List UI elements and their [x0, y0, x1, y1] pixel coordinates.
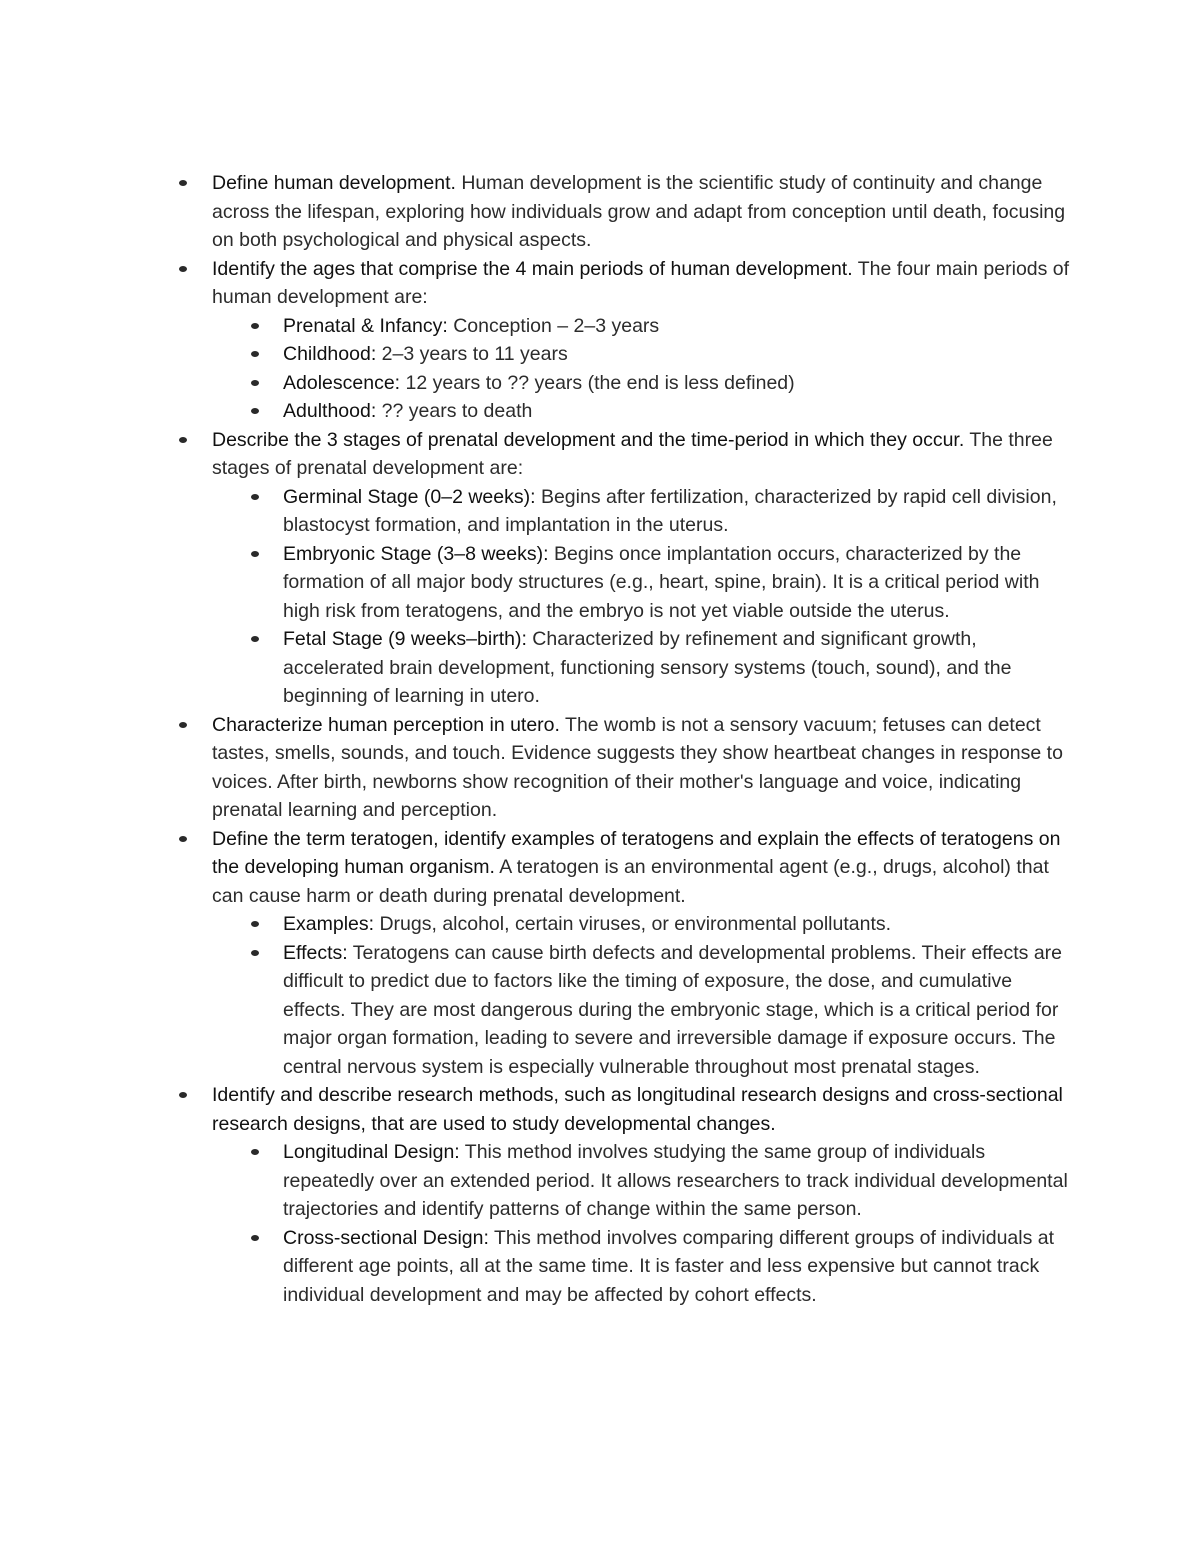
sub-list-item	[283, 369, 1073, 398]
list-item	[212, 711, 1072, 825]
bullet-icon	[251, 351, 259, 357]
sub-list-item	[283, 910, 1073, 939]
bullet-icon	[179, 266, 187, 272]
bullet-icon	[179, 180, 187, 186]
sub-description: Drugs, alcohol, certain viruses, or environmental pollutants.	[379, 913, 892, 935]
sub-list-item	[283, 625, 1073, 711]
sub-description: 12 years to ?? years (the end is less defined)	[405, 371, 795, 394]
list-item	[212, 169, 1072, 255]
question-text: Define the term teratogen, identify examples of teratogens and explain the effects of teratogens on the developing human organism.	[212, 827, 1061, 878]
answer-text: The four main periods of human development are:	[212, 257, 1070, 308]
sub-description: Teratogens can cause birth defects and developmental problems. Their effects are difficult to predict due to factors like the timing of exposure, the dose, and cumulative effects. They are most dangerous during the embryonic stage, which is a critical period for major organ formation, leading to severe and irreversible damage if exposure occurs. The central nervous system is especially vulnerable throughout most prenatal stages.	[283, 941, 1063, 1078]
sub-description: 2–3 years to 11 years	[381, 343, 568, 365]
question-text: Characterize human perception in utero.	[212, 713, 560, 736]
sub-list-item	[283, 540, 1073, 626]
sub-list	[283, 1138, 1073, 1309]
sub-term: Adolescence:	[283, 371, 401, 394]
sub-list-item	[283, 312, 1073, 341]
bullet-icon	[251, 636, 259, 642]
answer-text: The three stages of prenatal development are:	[212, 428, 1053, 479]
study-guide-content	[212, 169, 1072, 1309]
sub-description: Begins after fertilization, characterized by rapid cell division, blastocyst formation, and implantation in the uterus.	[283, 485, 1057, 536]
answer-text: The womb is not a sensory vacuum; fetuses can detect tastes, smells, sounds, and touch. Evidence suggests they show heartbeat changes in response to voices. After birth, newborns show recognition of their mother's language and voice, indicating prenatal learning and perception.	[212, 713, 1063, 821]
list-item	[212, 426, 1072, 711]
bullet-icon	[251, 1149, 259, 1155]
bullet-icon	[179, 1092, 187, 1098]
bullet-icon	[179, 836, 187, 842]
sub-term: Childhood:	[283, 343, 377, 365]
bullet-icon	[251, 380, 259, 386]
bullet-icon	[179, 437, 187, 443]
bullet-icon	[251, 1235, 259, 1241]
sub-list	[283, 483, 1073, 711]
sub-description: This method involves comparing different groups of individuals at different age points, all at the same time. It is faster and less expensive but cannot track individual development and may be affected by cohort effects.	[283, 1226, 1055, 1306]
bullet-icon	[179, 722, 187, 728]
bullet-icon	[251, 950, 259, 956]
sub-description: ?? years to death	[381, 400, 533, 422]
question-text: Describe the 3 stages of prenatal development and the time-period in which they occur.	[212, 428, 965, 451]
question-text: Identify the ages that comprise the 4 main periods of human development.	[212, 257, 853, 280]
bullet-icon	[251, 494, 259, 500]
bullet-icon	[251, 323, 259, 329]
bullet-icon	[251, 551, 259, 557]
sub-description: Begins once implantation occurs, characterized by the formation of all major body structures (e.g., heart, spine, brain). It is a critical period with high risk from teratogens, and the embryo is not yet viable outside the uterus.	[283, 542, 1040, 622]
list-item	[212, 1081, 1072, 1309]
sub-term: Germinal Stage (0–2 weeks):	[283, 485, 536, 508]
bullet-icon	[251, 921, 259, 927]
sub-list-item	[283, 1138, 1073, 1224]
answer-text: Human development is the scientific study of continuity and change across the lifespan, exploring how individuals grow and adapt from conception until death, focusing on both psychological and physical aspects.	[212, 172, 1066, 251]
question-text: Define human development.	[212, 172, 456, 194]
list-item	[212, 255, 1072, 426]
sub-term: Cross-sectional Design:	[283, 1226, 489, 1249]
sub-description: Conception – 2–3 years	[453, 314, 660, 337]
sub-description: This method involves studying the same group of individuals repeatedly over an extended period. It allows researchers to track individual developmental trajectories and identify patterns of change within the same person.	[283, 1141, 1068, 1220]
sub-term: Adulthood:	[283, 400, 377, 422]
sub-list-item	[283, 340, 1073, 369]
sub-term: Prenatal & Infancy:	[283, 314, 448, 337]
sub-list-item	[283, 939, 1073, 1082]
sub-list-item	[283, 397, 1073, 426]
sub-term: Embryonic Stage (3–8 weeks):	[283, 542, 549, 565]
sub-term: Longitudinal Design:	[283, 1141, 460, 1163]
list-item	[212, 825, 1072, 1082]
sub-term: Fetal Stage (9 weeks–birth):	[283, 628, 527, 650]
answer-text: A teratogen is an environmental agent (e.g., drugs, alcohol) that can cause harm or death during prenatal development.	[212, 856, 1049, 907]
sub-term: Effects:	[283, 941, 348, 964]
study-guide-list	[212, 169, 1072, 1309]
sub-list-item	[283, 483, 1073, 540]
sub-list-item	[283, 1224, 1073, 1310]
sub-description: Characterized by refinement and significant growth, accelerated brain development, functioning sensory systems (touch, sound), and the beginning of learning in utero.	[283, 628, 1012, 707]
question-text: Identify and describe research methods, such as longitudinal research designs and cross-sectional research designs, that are used to study developmental changes.	[212, 1084, 1063, 1135]
bullet-icon	[251, 408, 259, 414]
sub-list	[283, 312, 1073, 426]
sub-list	[283, 910, 1073, 1081]
sub-term: Examples:	[283, 913, 375, 935]
